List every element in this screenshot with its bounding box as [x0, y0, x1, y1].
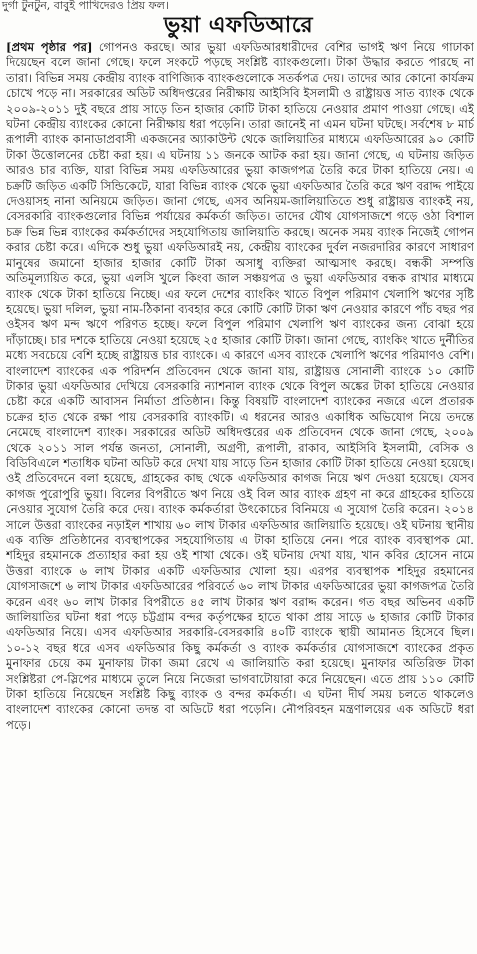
article-paragraph — [6, 40, 474, 733]
article-headline: ভুয়া এফডিআরে — [163, 13, 314, 38]
article-body-text: গোপনও করছে। আর ভুয়া এফডিআরধারীদের বেশির ভাগই ঋণ নিয়ে গাঢাকা দিয়েছেন বলে জানা গেছে। ফলে সংকটে পড়ছে সংশ্লিষ্ট ব্যাংকগুলো। টাকা উদ্ধার করতে পারছে না তারা। বিভিন্ন সময় কেন্দ্রীয় ব্যাংক বাণিজ্যিক ব্যাংকগুলোকে সতর্কপত্র দেয়। তাদের আর কোনো কার্যক্রম চোখে পড়ে না। সরকারের অডিট অধিদপ্তরের নিরীক্ষায় আইসিবি ইসলামী ও রাষ্ট্রায়ত্ত সাত ব্যাংক থেকে ২০০৯-২০১১ দুই বছরে প্রায় সাড়ে তিন হাজার কোটি টাকা হাতিয়ে নেওয়ার প্রমাণ পাওয়া গেছে। এই ঘটনা কেন্দ্রীয় ব্যাংকের কোনো নিরীক্ষায় ধরা পড়েনি। তারা জানেই না এমন ঘটনা ঘটছে। সর্বশেষ ৮ মার্চ রূপালী ব্যাংক কানাডাপ্রবাসী একজনের অ্যাকাউন্ট থেকে জালিয়াতির মাধ্যমে এফডিআরের ৯০ কোটি টাকা উত্তোলনের চেষ্টা করা হয়। এ ঘটনায় ১১ জনকে আটক করা হয়। জানা গেছে, এ ঘটনায় জড়িত আরও চার ব্যক্তি, যারা বিভিন্ন সময় এফডিআরের ভুয়া কাজগপত্র তৈরি করে টাকা হাতিয়ে নেয়। এ চক্রটি জড়িত একটি সিন্ডিকেটে, যারা বিভিন্ন ব্যাংক থেকে ভুয়া এফডিআর তৈরি করে ঋণ বরাদ্দ পাইয়ে দেওয়াসহ নানা অনিয়মে জড়িত। জানা গেছে, এসব অনিয়ম-জালিয়াতিতে শুধু রাষ্ট্রায়ত্ত ব্যাংকই নয়, বেসরকারি ব্যাংকগুলোর বিভিন্ন পর্যায়ের কর্মকর্তা জড়িত। তাদের যৌথ যোগসাজশে গড়ে ওঠা বিশাল চক্র ভিন্ন ভিন্ন ব্যাংকের কর্মকর্তাদের সহযোগিতায় জালিয়াতি করছে। অনেক সময় ব্যাংক নিজেই গোপন করার চেষ্টা করে। এদিকে শুধু ভুয়া এফডিআরই নয়, কেন্দ্রীয় ব্যাংকের দুর্বল নজরদারির কারণে সাধারণ মানুষের জমানো হাজার হাজার কোটি টাকা অসাধু ব্যক্তিরা আত্মসাৎ করছে। বন্ধকী সম্পত্তি অতিমূল্যায়িত করে, ভুয়া এলসি খুলে কিংবা জাল সঞ্চয়পত্র ও ভুয়া এফডিআর বন্ধক রাখার মাধ্যমে ব্যাংক থেকে টাকা হাতিয়ে নিচ্ছে। এর ফলে দেশের ব্যাংকিং খাতে বিপুল পরিমাণ খেলাপি ঋণের সৃষ্টি হয়েছে। ভুয়া দলিল, ভুয়া নাম-ঠিকানা ব্যবহার করে কোটি কোটি টাকা ঋণ নেওয়ার কারণে পাঁচ বছর পর ওইসব ঋণ মন্দ ঋণে পরিণত হচ্ছে। ফলে বিপুল পরিমাণ খেলাপি ঋণ ব্যাংকের জন্য বোঝা হয়ে দাঁড়াচ্ছে। চার দশকে হাতিয়ে নেওয়া হয়েছে ২৫ হাজার কোটি টাকা। জানা গেছে, ব্যাংকিং খাতে দুর্নীতির মধ্যে সবচেয়ে বেশি হচ্ছে রাষ্ট্রায়ত্ত চার ব্যাংকে। এ কারণে এসব ব্যাংকে খেলাপি ঋণের পরিমাণও বেশি। বাংলাদেশ ব্যাংকের এক পরিদর্শন প্রতিবেদন থেকে জানা যায়, রাষ্ট্রায়ত্ত সোনালী ব্যাংকে ১০ কোটি টাকার ভুয়া এফডিআর দেখিয়ে বেসরকারি ন্যাশনাল ব্যাংক থেকে বিপুল অঙ্কের টাকা হাতিয়ে নেওয়ার চেষ্টা করে একটি আবাসন নির্মাতা প্রতিষ্ঠান। কিন্তু বিষয়টি বাংলাদেশ ব্যাংকের নজরে এলে প্রতারক চক্রের হাত থেকে রক্ষা পায় বেসরকারি ব্যাংকটি। এ ধরনের আরও একাধিক অভিযোগ নিয়ে তদন্তে নেমেছে বাংলাদেশ ব্যাংক। সরকারের অডিট অধিদপ্তরের এক প্রতিবেদন থেকে জানা গেছে, ২০০৯ থেকে ২০১১ সাল পর্যন্ত জনতা, সোনালী, অগ্রণী, রূপালী, রাকাব, আইসিবি ইসলামী, বেসিক ও বিডিবিএলে শতাধিক ঘটনা অডিট করে দেখা যায় সাড়ে তিন হাজার কোটি টাকা হাতিয়ে নেওয়া হয়েছে। ওই প্রতিবেদনে বলা হয়েছে, গ্রাহকের কাছ থেকে এফডিআর কাগজ নিয়ে ঋণ দেওয়া হয়েছে। যেসব কাগজ পুরোপুরি ভুয়া। বিলের বিপরীতে ঋণ নিয়ে ওই বিল আর ব্যাংক গ্রহণ না করে গ্রাহকের হাতিয়ে নেওয়ার সুযোগ তৈরি করে দেয়। ব্যাংক কর্মকর্তারা উৎকোচের বিনিময়ে এ সুযোগ তৈরি করেন। ২০১৪ সালে উত্তরা ব্যাংকের নড়াইল শাখায় ৬০ লাখ টাকার এফডিআর জালিয়াতি হয়েছে। ওই ঘটনায় স্থানীয় এক ব্যক্তি প্রতিষ্ঠানের ব্যবস্থাপকের সহযোগিতায় এ টাকা হাতিয়ে নেন। পরে ব্যাংক ব্যবস্থাপক মো. শহিদুর রহমানকে প্রত্যাহার করা হয় ওই শাখা থেকে। ওই ঘটনায় দেখা যায়, খান কবির হোসেন নামে উত্তরা ব্যাংকে ৬ লাখ টাকার একটি এফডিআর খোলা হয়। এরপর ব্যবস্থাপক শহিদুর রহমানের যোগসাজশে ৬ লাখ টাকার এফডিআরের পরিবর্তে ৬০ লাখ টাকার এফডিআরের ভুয়া কাগজপত্র তৈরি করেন এবং ৬০ লাখ টাকার বিপরীতে ৪৫ লাখ টাকার ঋণ বরাদ্দ করেন। গত বছর অভিনব একটি জালিয়াতির ঘটনা ধরা পড়ে চট্টগ্রাম বন্দর কর্তৃপক্ষের হাতে থাকা প্রায় সাড়ে ৬ হাজার কোটি টাকার এফডিআর নিয়ে। এসব এফডিআর সরকারি-বেসরকারি ৪০টি ব্যাংকে স্থায়ী আমানত হিসেবে ছিল। ১০-১২ বছর ধরে এসব এফডিআর কিছু কর্মকর্তা ও ব্যাংক কর্মকর্তার যোগসাজশে ব্যাংকের প্রকৃত মুনাফার চেয়ে কম মুনাফায় টাকা জমা রেখে এ জালিয়াতি করা হয়েছে। মুনাফার অতিরিক্ত টাকা সংশ্লিষ্টরা পে-স্লিপের মাধ্যমে তুলে নিয়ে নিজেরা ভাগবাটোয়ারা করে নিয়েছেন। এতে প্রায় ১১০ কোটি টাকা হাতিয়ে নিয়েছেন সংশ্লিষ্ট কিছু ব্যাংক ও বন্দর কর্মকর্তা। এ ঘটনা দীর্ঘ সময় চলতে থাকলেও বাংলাদেশ ব্যাংকের কোনো তদন্ত বা অডিটে ধরা পড়েনি। নৌপরিবহন মন্ত্রণালয়ের এক অডিটে ধরা পড়ে। — [6, 40, 474, 732]
continued-from-front-page-tag: [প্রথম পৃষ্ঠার পর] — [6, 40, 93, 54]
previous-article-fragment: দুর্গা টুনটুন, বাবুই পাখিদেরও প্রিয় ফল। — [2, 0, 169, 12]
article-body — [6, 40, 474, 952]
